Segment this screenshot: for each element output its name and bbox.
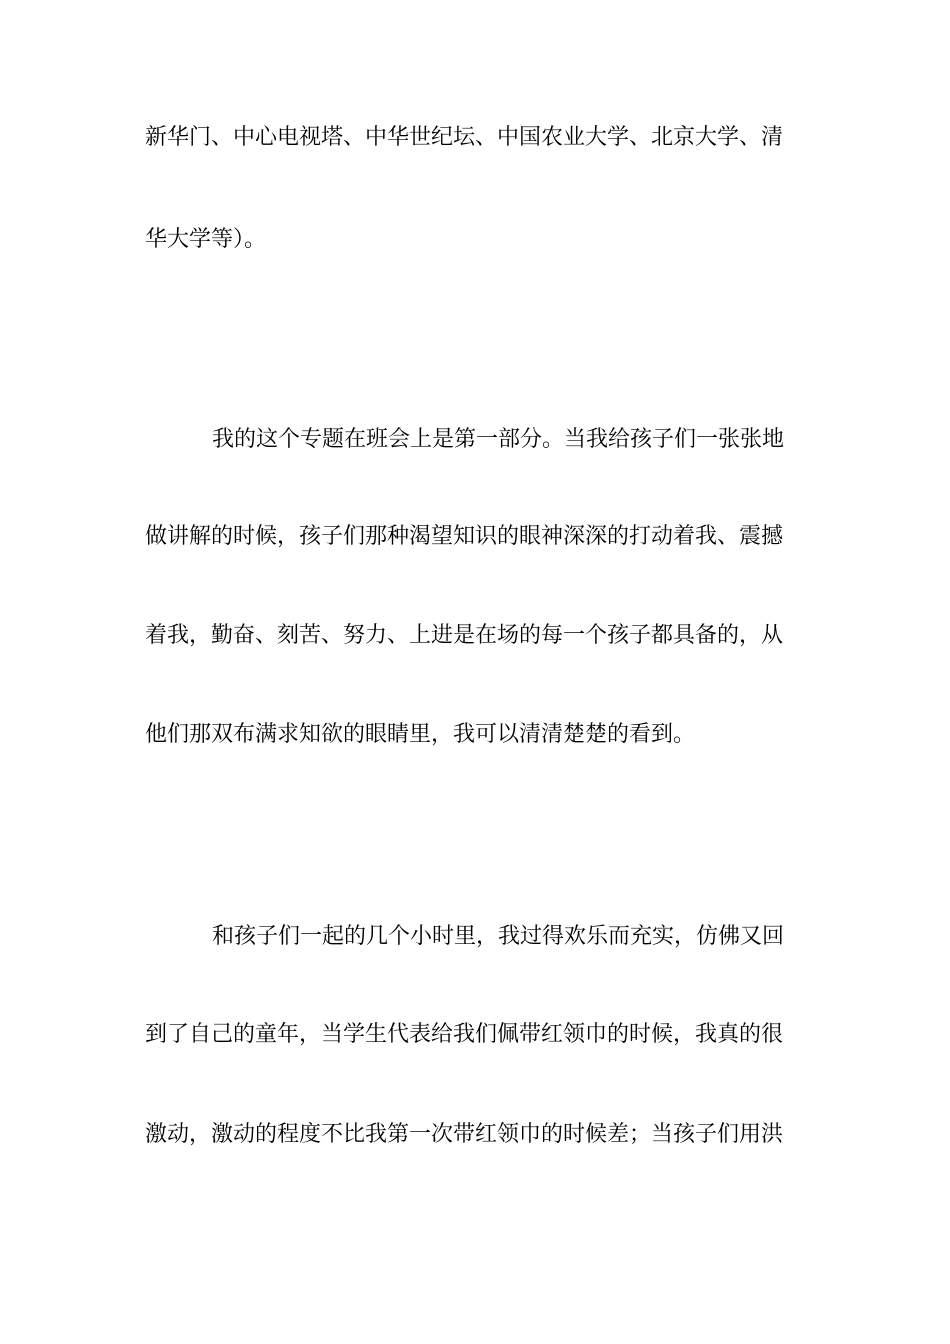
paragraph-3-line-1: 和孩子们一起的几个小时里，我过得欢乐而充实，仿佛又回 <box>212 924 785 949</box>
paragraph-2-line-4: 他们那双布满求知欲的眼睛里，我可以清清楚楚的看到。 <box>145 722 696 747</box>
paragraph-2-line-1: 我的这个专题在班会上是第一部分。当我给孩子们一张张地 <box>212 427 785 452</box>
paragraph-2-line-3: 着我，勤奋、刻苦、努力、上进是在场的每一个孩子都具备的，从 <box>145 623 784 648</box>
paragraph-3-line-2: 到了自己的童年，当学生代表给我们佩带红领巾的时候，我真的很 <box>145 1022 784 1047</box>
text-line-1: 新华门、中心电视塔、中华世纪坛、中国农业大学、北京大学、清 <box>145 125 784 150</box>
paragraph-3-line-3: 激动，激动的程度不比我第一次带红领巾的时候差；当孩子们用洪 <box>145 1122 784 1147</box>
paragraph-2-line-2: 做讲解的时候，孩子们那种渴望知识的眼神深深的打动着我、震撼 <box>145 524 784 549</box>
text-line-2: 华大学等）。 <box>145 227 267 252</box>
